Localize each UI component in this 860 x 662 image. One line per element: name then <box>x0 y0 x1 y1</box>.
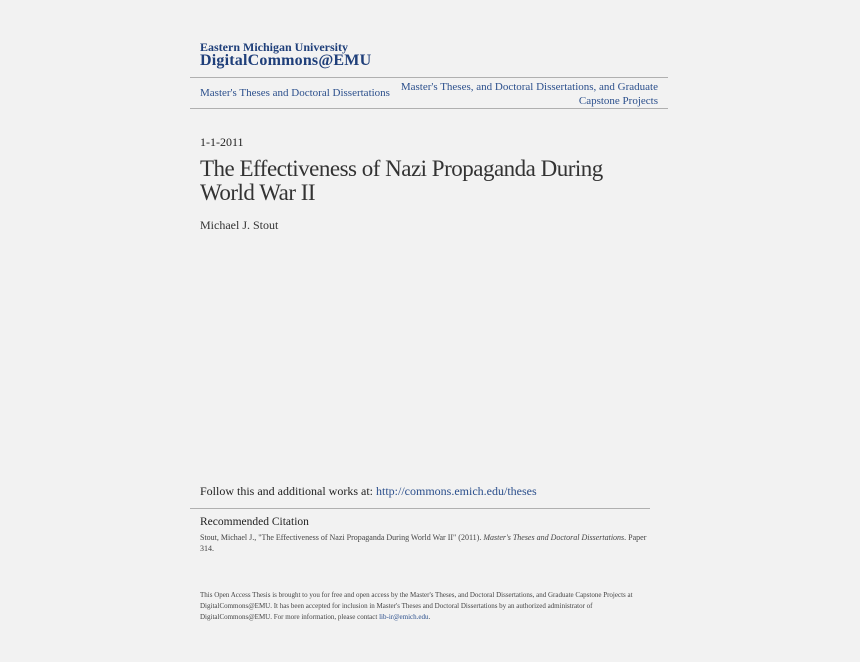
citation-main: Stout, Michael J., "The Effectiveness of Nazi Propaganda During World War II" (2011). <box>200 533 484 542</box>
notice-end: . <box>428 613 431 621</box>
document-author: Michael J. Stout <box>200 218 279 232</box>
site-name-link[interactable]: DigitalCommons@EMU <box>200 52 372 69</box>
citation-text <box>200 532 650 554</box>
citation-series: Master's Theses and Doctoral Dissertations <box>483 533 625 542</box>
follow-line <box>200 484 537 499</box>
open-access-notice <box>200 590 650 623</box>
university-name: Eastern Michigan University <box>200 40 348 54</box>
publication-date: 1-1-2011 <box>200 135 244 149</box>
contact-email-link[interactable]: lib-ir@emich.edu <box>379 613 429 621</box>
document-title: The Effectiveness of Nazi Propaganda During World War II <box>200 156 603 205</box>
notice-text: This Open Access Thesis is brought to you for free and open access by the Master's Theses, and Doctoral Dissertations, and Graduate Capstone Projects at DigitalCommons@EMU. It has been accepted for inclusion in Master's Theses and Doctoral Dissertations by an authorized administrator of DigitalCommons@EMU. For more information, please contact <box>200 591 633 621</box>
citation-heading: Recommended Citation <box>200 516 309 528</box>
collection-link-left[interactable]: Master's Theses and Doctoral Dissertations <box>200 87 390 99</box>
citation-end: . Paper 314. <box>200 533 647 553</box>
theses-url-link[interactable]: http://commons.emich.edu/theses <box>376 484 537 498</box>
header-divider-top <box>190 77 668 78</box>
collection-link-right[interactable]: Master's Theses, and Doctoral Dissertations, and Graduate Capstone Projects <box>400 81 658 107</box>
document-cover-page <box>190 28 670 638</box>
citation-divider <box>190 508 650 509</box>
follow-text: Follow this and additional works at: <box>200 484 376 498</box>
header-divider-bottom <box>190 108 668 109</box>
